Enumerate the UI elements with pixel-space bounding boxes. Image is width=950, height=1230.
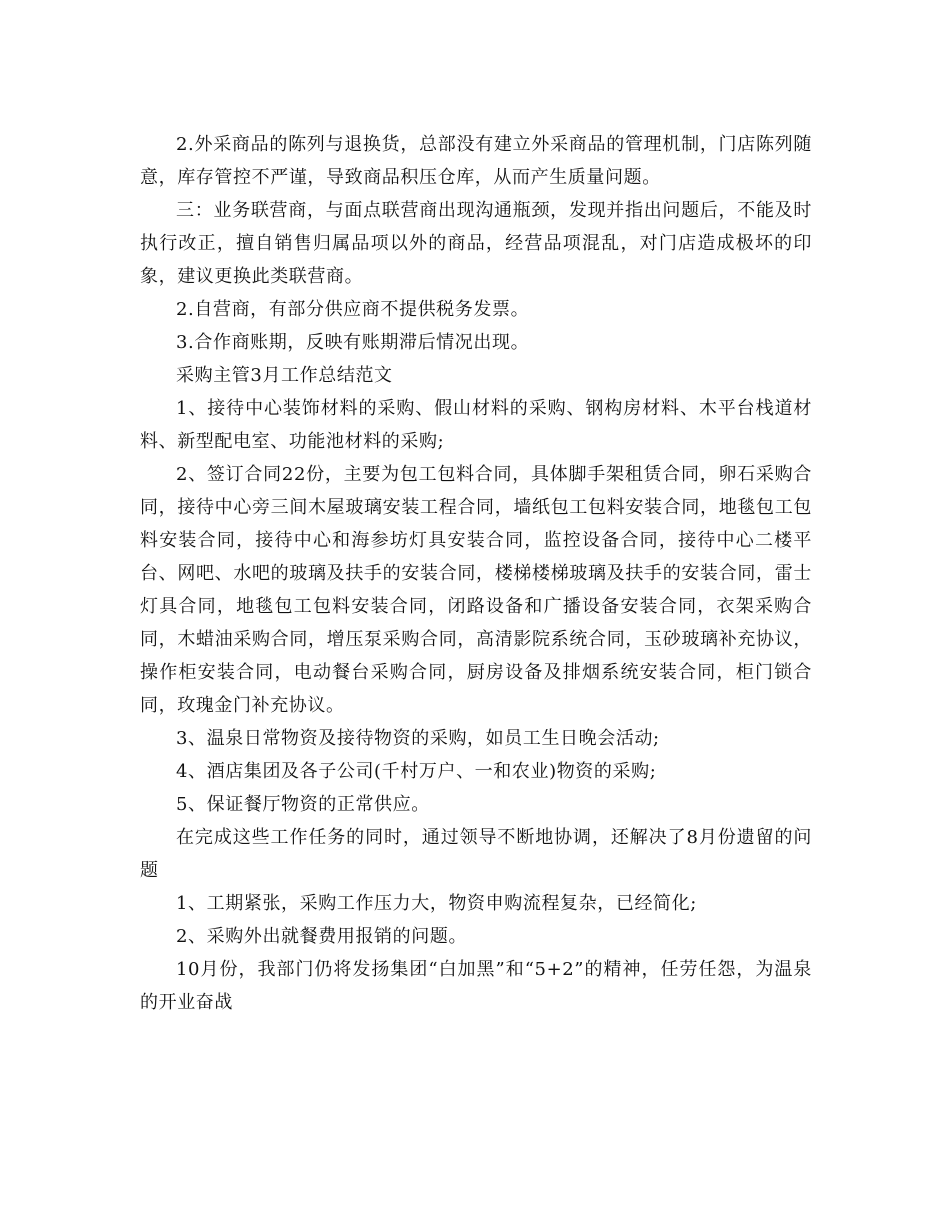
paragraph-8: 3、温泉日常物资及接待物资的采购，如员工生日晚会活动;	[176, 728, 660, 749]
paragraph-12: 1、工期紧张，采购工作压力大，物资申购流程复杂，已经简化;	[176, 893, 697, 914]
paragraph-3: 2.自营商，有部分供应商不提供税务发票。	[176, 299, 530, 320]
paragraph-10: 5、保证餐厅物资的正常供应。	[176, 794, 430, 815]
document-body	[140, 128, 812, 1019]
section-heading: 采购主管3月工作总结范文	[176, 365, 393, 386]
paragraph-9: 4、酒店集团及各子公司(千村万户、一和农业)物资的采购;	[176, 761, 657, 782]
paragraph-13: 2、采购外出就餐费用报销的问题。	[176, 926, 468, 947]
paragraph-2: 三：业务联营商，与面点联营商出现沟通瓶颈，发现并指出问题后，不能及时执行改正，擅自销售归属品项以外的商品，经营品项混乱，对门店造成极坏的印象，建议更换此类联营商。	[140, 200, 812, 287]
paragraph-4: 3.合作商账期，反映有账期滞后情况出现。	[176, 332, 530, 353]
paragraph-14: 10月份，我部门仍将发扬集团“白加黑”和“5+2”的精神，任劳任怨，为温泉的开业奋战	[140, 959, 812, 1013]
paragraph-11: 在完成这些工作任务的同时，通过领导不断地协调，还解决了8月份遗留的问题	[140, 827, 812, 881]
paragraph-7: 2、签订合同22份，主要为包工包料合同，具体脚手架租赁合同，卵石采购合同，接待中心旁三间木屋玻璃安装工程合同，墙纸包工包料安装合同，地毯包工包料安装合同，接待中心和海参坊灯具安装合同，监控设备合同，接待中心二楼平台、网吧、水吧的玻璃及扶手的安装合同，楼梯楼梯玻璃及扶手的安装合同，雷士灯具合同，地毯包工包料安装合同，闭路设备和广播设备安装合同，衣架采购合同，木蜡油采购合同，增压泵采购合同，高清影院系统合同，玉砂玻璃补充协议，操作柜安装合同，电动餐台采购合同，厨房设备及排烟系统安装合同，柜门锁合同，玫瑰金门补充协议。	[140, 464, 812, 716]
paragraph-6: 1、接待中心装饰材料的采购、假山材料的采购、钢构房材料、木平台栈道材料、新型配电室、功能池材料的采购;	[140, 398, 812, 452]
paragraph-1: 2.外采商品的陈列与退换货，总部没有建立外采商品的管理机制，门店陈列随意，库存管控不严谨，导致商品积压仓库，从而产生质量问题。	[140, 134, 812, 188]
